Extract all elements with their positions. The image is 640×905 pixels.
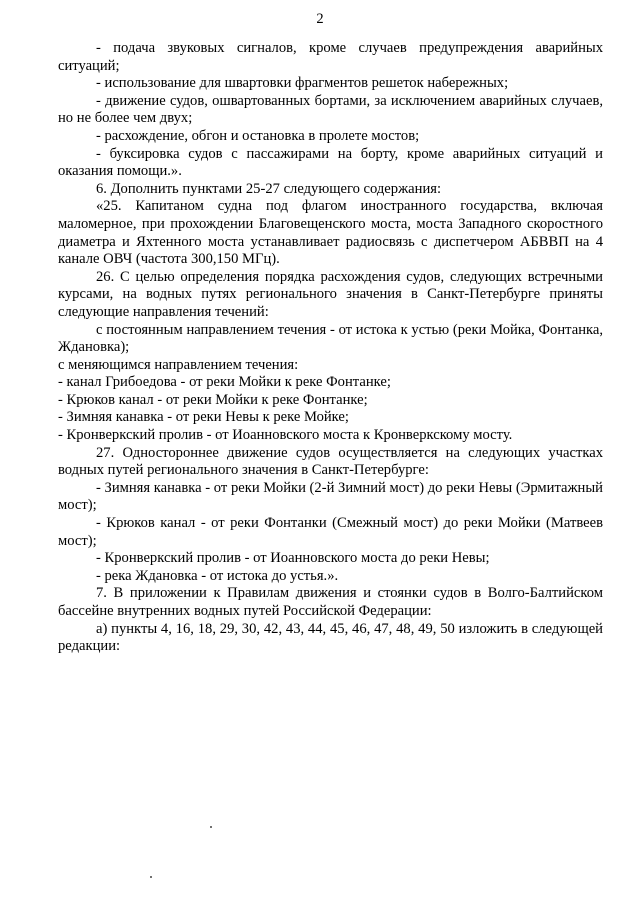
scan-speck [150,876,152,878]
list-item-towing: - буксировка судов с пассажирами на борту, кроме аварийных ситуаций и оказания помощи.». [58,145,603,180]
list-item-moored-vessels: - движение судов, ошвартованных бортами, за исключением аварийных случаев, но не более чем двух; [58,92,603,127]
oneway-zhdanovka: - река Ждановка - от истока до устья.». [96,567,339,584]
list-item-griboedov: - канал Грибоедова - от реки Мойки к реке Фонтанке; [58,374,391,391]
oneway-kronverk: - Кронверкский пролив - от Иоанновского моста до реки Невы; [96,550,490,567]
point-26: 26. С целью определения порядка расхождения судов, следующих встречными курсами, на водных путях регионального значения в Санкт-Петербурге приняты следующие направления течений: [58,268,603,320]
list-item-overtaking: - расхождение, обгон и остановка в пролете мостов; [96,127,420,144]
clause-7: 7. В приложении к Правилам движения и стоянки судов в Волго-Балтийском бассейне внутренних водных путей Российской Федерации: [58,585,603,619]
document-body [58,40,603,656]
list-item-kronverk: - Кронверкский пролив - от Иоанновского моста к Кронверкскому мосту. [58,427,513,444]
list-item-mooring-grates: - использование для швартовки фрагментов решеток набережных; [96,75,509,92]
constant-flow-direction: с постоянным направлением течения - от истока к устью (реки Мойка, Фонтанка, Ждановка); [58,321,603,356]
list-item-sound-signals: - подача звуковых сигналов, кроме случаев предупреждения аварийных ситуаций; [58,40,603,74]
variable-flow-direction: с меняющимся направлением течения: [58,356,299,373]
oneway-kryukov: - Крюков канал - от реки Фонтанки (Смежный мост) до реки Мойки (Матвеев мост); [58,515,603,549]
point-25: «25. Капитаном судна под флагом иностранного государства, включая маломерное, при прохождении Благовещенского моста, моста Западного скоростного диаметра и Яхтенного моста устанавливает радиосвязь с диспетчером АБВВП на 4 канале ОВЧ (частота 300,150 МГц). [58,198,603,268]
point-27: 27. Одностороннее движение судов осуществляется на следующих участках водных путей регионального значения в Санкт-Петербурге: [58,444,603,479]
list-item-kryukov: - Крюков канал - от реки Мойки к реке Фонтанке; [58,391,368,408]
clause-6: 6. Дополнить пунктами 25-27 следующего содержания: [96,180,442,197]
clause-7a: а) пункты 4, 16, 18, 29, 30, 42, 43, 44, 45, 46, 47, 48, 49, 50 изложить в следующей редакции: [58,620,603,655]
oneway-winter-canal: - Зимняя канавка - от реки Мойки (2-й Зимний мост) до реки Невы (Эрмитажный мост); [58,479,603,514]
page-number: 2 [316,11,324,27]
list-item-winter-canal: - Зимняя канавка - от реки Невы к реке Мойке; [58,409,349,426]
scan-speck [210,826,212,828]
